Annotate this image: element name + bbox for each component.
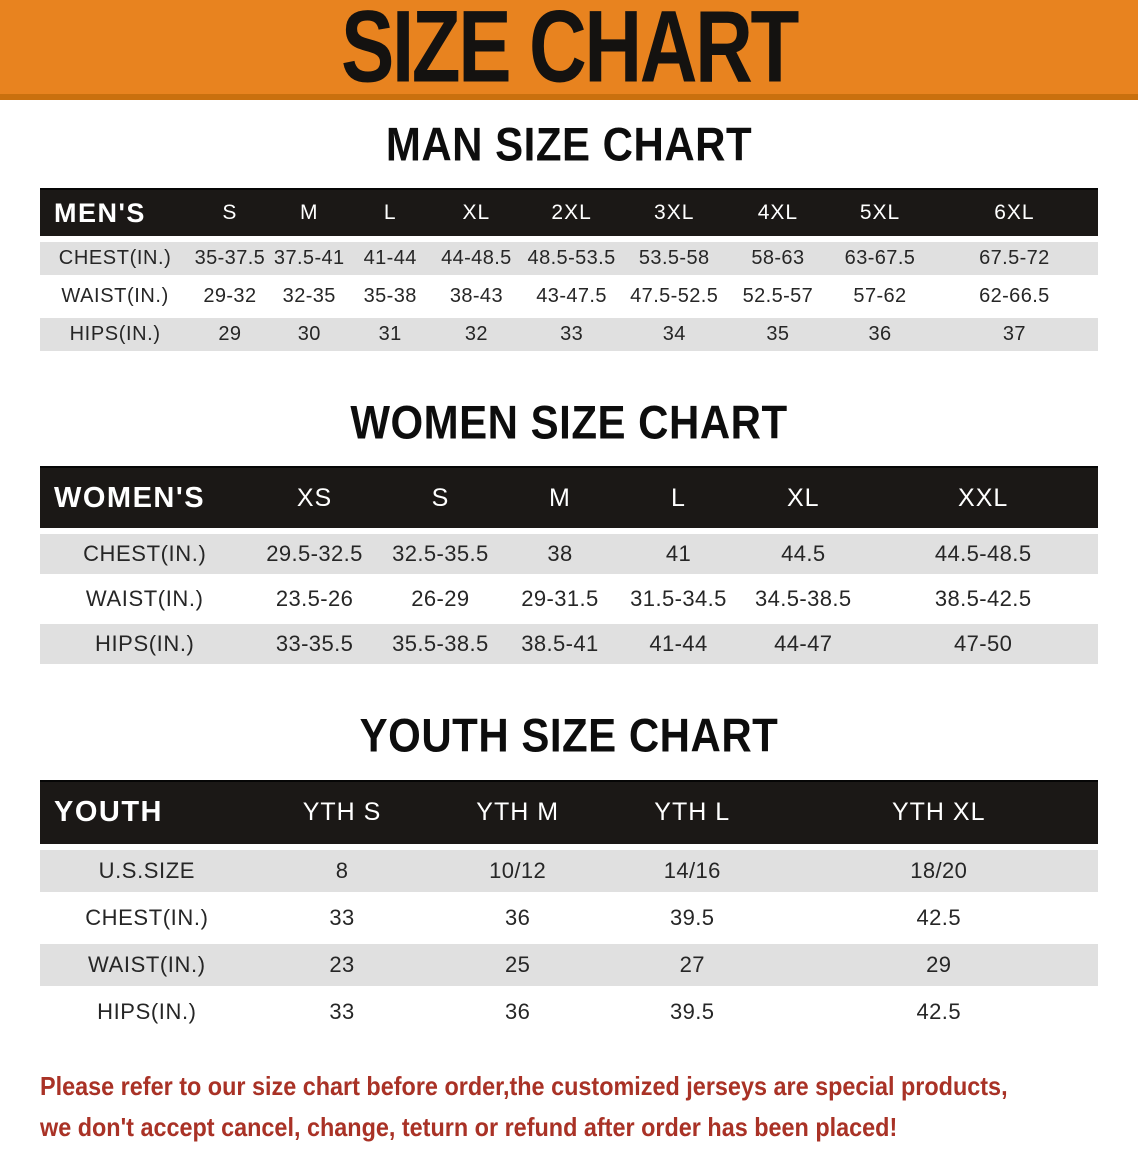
section-heading-text: WOMEN SIZE CHART — [350, 396, 788, 449]
size-value: 53.5-58 — [622, 239, 727, 278]
size-value: 27 — [605, 941, 780, 988]
column-header: 2XL — [521, 189, 622, 239]
disclaimer-text — [0, 1066, 1138, 1169]
table-row — [40, 577, 1098, 622]
row-label: WAIST(IN.) — [40, 278, 190, 316]
column-header: XL — [738, 467, 868, 531]
group-label: WOMEN'S — [40, 467, 249, 531]
size-value: 62-66.5 — [931, 278, 1098, 316]
size-value: 29-32 — [190, 278, 269, 316]
section-men-size-chart — [40, 118, 1098, 356]
banner-title: SIZE CHART — [341, 0, 797, 105]
table-row — [40, 531, 1098, 577]
row-label: HIPS(IN.) — [40, 622, 249, 667]
column-header: S — [380, 467, 502, 531]
column-header: 3XL — [622, 189, 727, 239]
size-value: 38-43 — [431, 278, 521, 316]
size-value: 38.5-42.5 — [868, 577, 1098, 622]
size-value: 37.5-41 — [270, 239, 349, 278]
size-value: 36 — [430, 988, 605, 1035]
size-value: 43-47.5 — [521, 278, 622, 316]
charts — [0, 100, 1138, 1038]
size-value: 23 — [254, 941, 431, 988]
size-value: 67.5-72 — [931, 239, 1098, 278]
size-value: 29 — [190, 316, 269, 354]
column-header: 6XL — [931, 189, 1098, 239]
size-value: 29 — [780, 941, 1099, 988]
size-value: 63-67.5 — [829, 239, 931, 278]
section-women-size-chart — [40, 396, 1098, 669]
table-row — [40, 894, 1098, 941]
size-value: 35.5-38.5 — [380, 622, 502, 667]
group-label: MEN'S — [40, 189, 190, 239]
youth-size-table — [40, 780, 1098, 1038]
column-header: XXL — [868, 467, 1098, 531]
row-label: CHEST(IN.) — [40, 239, 190, 278]
row-label: CHEST(IN.) — [40, 894, 254, 941]
size-value: 8 — [254, 847, 431, 895]
header-row — [40, 467, 1098, 531]
header-row — [40, 781, 1098, 847]
size-value: 44-47 — [738, 622, 868, 667]
column-header: YTH S — [254, 781, 431, 847]
size-value: 31 — [349, 316, 432, 354]
size-value: 42.5 — [780, 894, 1099, 941]
size-value: 10/12 — [430, 847, 605, 895]
size-value: 32.5-35.5 — [380, 531, 502, 577]
size-value: 33 — [254, 988, 431, 1035]
section-heading — [40, 118, 1098, 171]
size-value: 57-62 — [829, 278, 931, 316]
size-value: 35-38 — [349, 278, 432, 316]
size-value: 14/16 — [605, 847, 780, 895]
size-value: 41-44 — [349, 239, 432, 278]
size-value: 44.5 — [738, 531, 868, 577]
size-value: 39.5 — [605, 894, 780, 941]
column-header: YTH XL — [780, 781, 1099, 847]
section-heading — [40, 396, 1098, 449]
column-header: XS — [249, 467, 379, 531]
row-label: U.S.SIZE — [40, 847, 254, 895]
size-value: 52.5-57 — [727, 278, 830, 316]
size-value: 35 — [727, 316, 830, 354]
size-value: 34 — [622, 316, 727, 354]
size-value: 31.5-34.5 — [619, 577, 739, 622]
row-label: WAIST(IN.) — [40, 941, 254, 988]
group-label: YOUTH — [40, 781, 254, 847]
column-header: M — [501, 467, 618, 531]
column-header: S — [190, 189, 269, 239]
table-row — [40, 278, 1098, 316]
banner — [0, 0, 1138, 105]
size-value: 23.5-26 — [249, 577, 379, 622]
table-row — [40, 941, 1098, 988]
size-value: 29-31.5 — [501, 577, 618, 622]
section-heading — [40, 709, 1098, 763]
size-value: 38.5-41 — [501, 622, 618, 667]
size-value: 58-63 — [727, 239, 830, 278]
men-size-table — [40, 188, 1098, 356]
size-value: 39.5 — [605, 988, 780, 1035]
table-row — [40, 316, 1098, 354]
column-header: YTH L — [605, 781, 780, 847]
size-value: 25 — [430, 941, 605, 988]
column-header: L — [619, 467, 739, 531]
size-value: 38 — [501, 531, 618, 577]
size-value: 26-29 — [380, 577, 502, 622]
size-value: 33-35.5 — [249, 622, 379, 667]
women-size-table — [40, 466, 1098, 669]
size-value: 33 — [254, 894, 431, 941]
table-row — [40, 847, 1098, 895]
size-value: 44.5-48.5 — [868, 531, 1098, 577]
column-header: 4XL — [727, 189, 830, 239]
column-header: L — [349, 189, 432, 239]
section-youth-size-chart — [40, 709, 1098, 1037]
row-label: CHEST(IN.) — [40, 531, 249, 577]
section-heading-text: MAN SIZE CHART — [385, 118, 753, 171]
size-value: 41 — [619, 531, 739, 577]
row-label: HIPS(IN.) — [40, 988, 254, 1035]
size-value: 47-50 — [868, 622, 1098, 667]
size-value: 47.5-52.5 — [622, 278, 727, 316]
row-label: WAIST(IN.) — [40, 577, 249, 622]
table-row — [40, 239, 1098, 278]
column-header: YTH M — [430, 781, 605, 847]
size-value: 35-37.5 — [190, 239, 269, 278]
table-row — [40, 988, 1098, 1035]
size-value: 29.5-32.5 — [249, 531, 379, 577]
size-value: 41-44 — [619, 622, 739, 667]
size-value: 42.5 — [780, 988, 1099, 1035]
column-header: 5XL — [829, 189, 931, 239]
section-heading-text: YOUTH SIZE CHART — [359, 709, 779, 763]
disclaimer-line-2: we don't accept cancel, change, teturn or refund after order has been placed! — [40, 1112, 898, 1143]
column-header: XL — [431, 189, 521, 239]
size-value: 44-48.5 — [431, 239, 521, 278]
disclaimer-line-1: Please refer to our size chart before order,the customized jerseys are special products, — [40, 1070, 1008, 1101]
size-value: 37 — [931, 316, 1098, 354]
row-label: HIPS(IN.) — [40, 316, 190, 354]
column-header: M — [270, 189, 349, 239]
size-value: 34.5-38.5 — [738, 577, 868, 622]
header-row — [40, 189, 1098, 239]
size-value: 30 — [270, 316, 349, 354]
size-value: 33 — [521, 316, 622, 354]
size-value: 18/20 — [780, 847, 1099, 895]
size-value: 36 — [430, 894, 605, 941]
size-value: 32-35 — [270, 278, 349, 316]
size-value: 36 — [829, 316, 931, 354]
size-value: 48.5-53.5 — [521, 239, 622, 278]
size-value: 32 — [431, 316, 521, 354]
table-row — [40, 622, 1098, 667]
